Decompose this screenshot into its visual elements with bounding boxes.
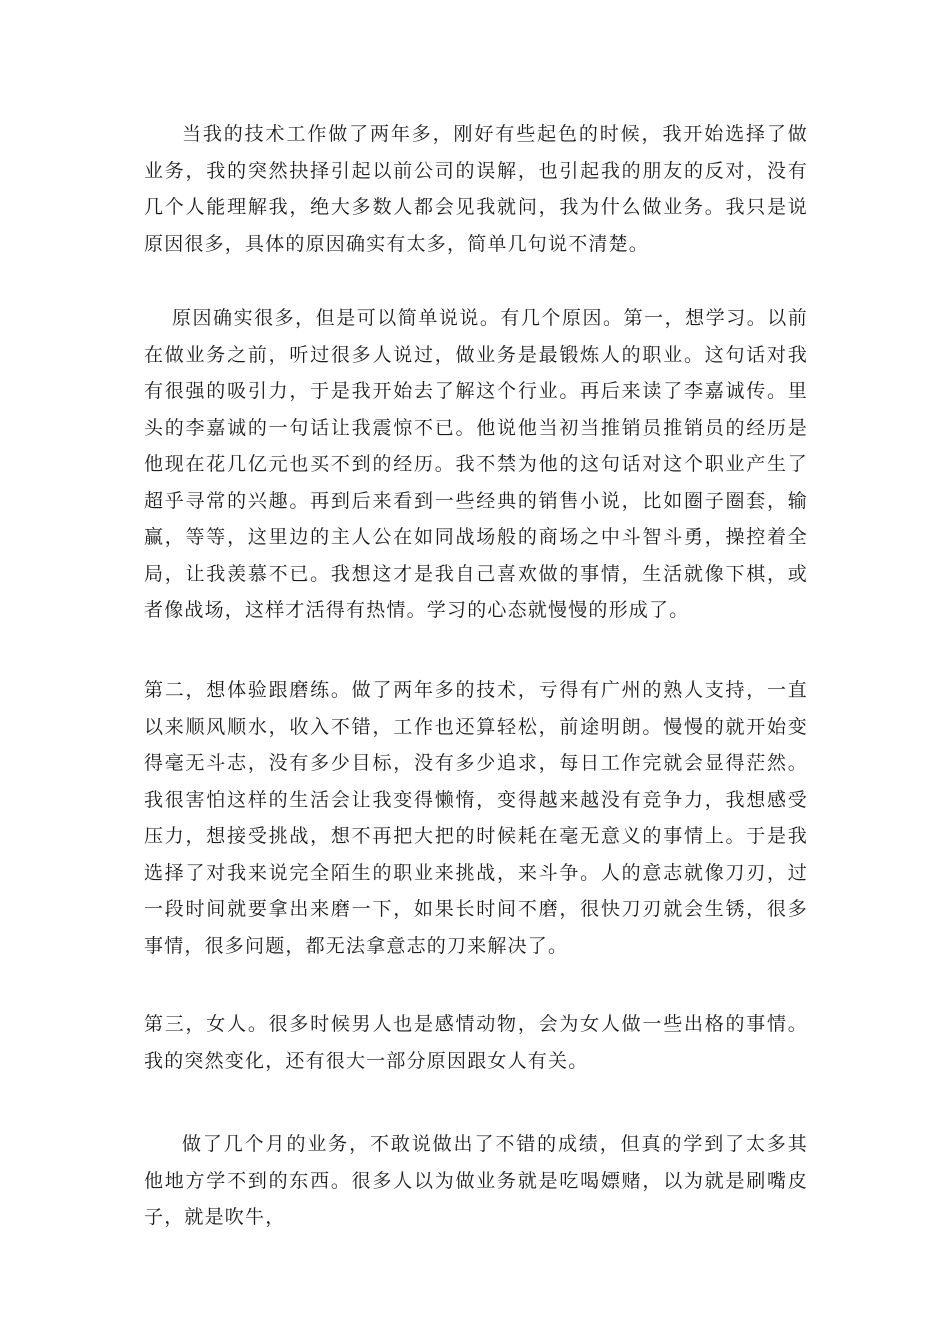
paragraph-months-later: 做了几个月的业务，不敢说做出了不错的成绩，但真的学到了太多其他地方学不到的东西。很多人以为做业务就是吃喝嫖赌，以为就是刷嘴皮子，就是吹牛，	[144, 1133, 808, 1228]
paragraph-reason-three: 第三，女人。很多时候男人也是感情动物，会为女人做一些出格的事情。我的突然变化，还有很大一部分原因跟女人有关。	[144, 1013, 808, 1072]
paragraph-reason-one: 原因确实很多，但是可以简单说说。有几个原因。第一，想学习。以前在做业务之前，听过很多人说过，做业务是最锻炼人的职业。这句话对我有很强的吸引力，于是我开始去了解这个行业。再后来读了李嘉诚传。里头的李嘉诚的一句话让我震惊不已。他说他当初当推销员推销员的经历是他现在花几亿元也买不到的经历。我不禁为他的这句话对这个职业产生了超乎寻常的兴趣。再到后来看到一些经典的销售小说，比如圈子圈套，输赢，等等，这里边的主人公在如同战场般的商场之中斗智斗勇，操控着全局，让我羡慕不已。我想这才是我自己喜欢做的事情，生活就像下棋，或者像战场，这样才活得有热情。学习的心态就慢慢的形成了。	[144, 307, 808, 621]
paragraph-tech-to-sales: 当我的技术工作做了两年多，刚好有些起色的时候，我开始选择了做业务，我的突然抉择引起以前公司的误解，也引起我的朋友的反对，没有几个人能理解我，绝大多数人都会见我就问，我为什么做业务。我只是说原因很多，具体的原因确实有太多，简单几句说不清楚。	[144, 123, 808, 255]
paragraph-reason-two: 第二，想体验跟磨练。做了两年多的技术，亏得有广州的熟人支持，一直以来顺风顺水，收入不错，工作也还算轻松，前途明朗。慢慢的就开始变得毫无斗志，没有多少目标，没有多少追求，每日工作完就会显得茫然。我很害怕这样的生活会让我变得懒惰，变得越来越没有竞争力，我想感受压力，想接受挑战，想不再把大把的时候耗在毫无意义的事情上。于是我选择了对我来说完全陌生的职业来挑战，来斗争。人的意志就像刀刃，过一段时间就要拿出来磨一下，如果长时间不磨，很快刀刃就会生锈，很多事情，很多问题，都无法拿意志的刀来解决了。	[144, 679, 808, 957]
